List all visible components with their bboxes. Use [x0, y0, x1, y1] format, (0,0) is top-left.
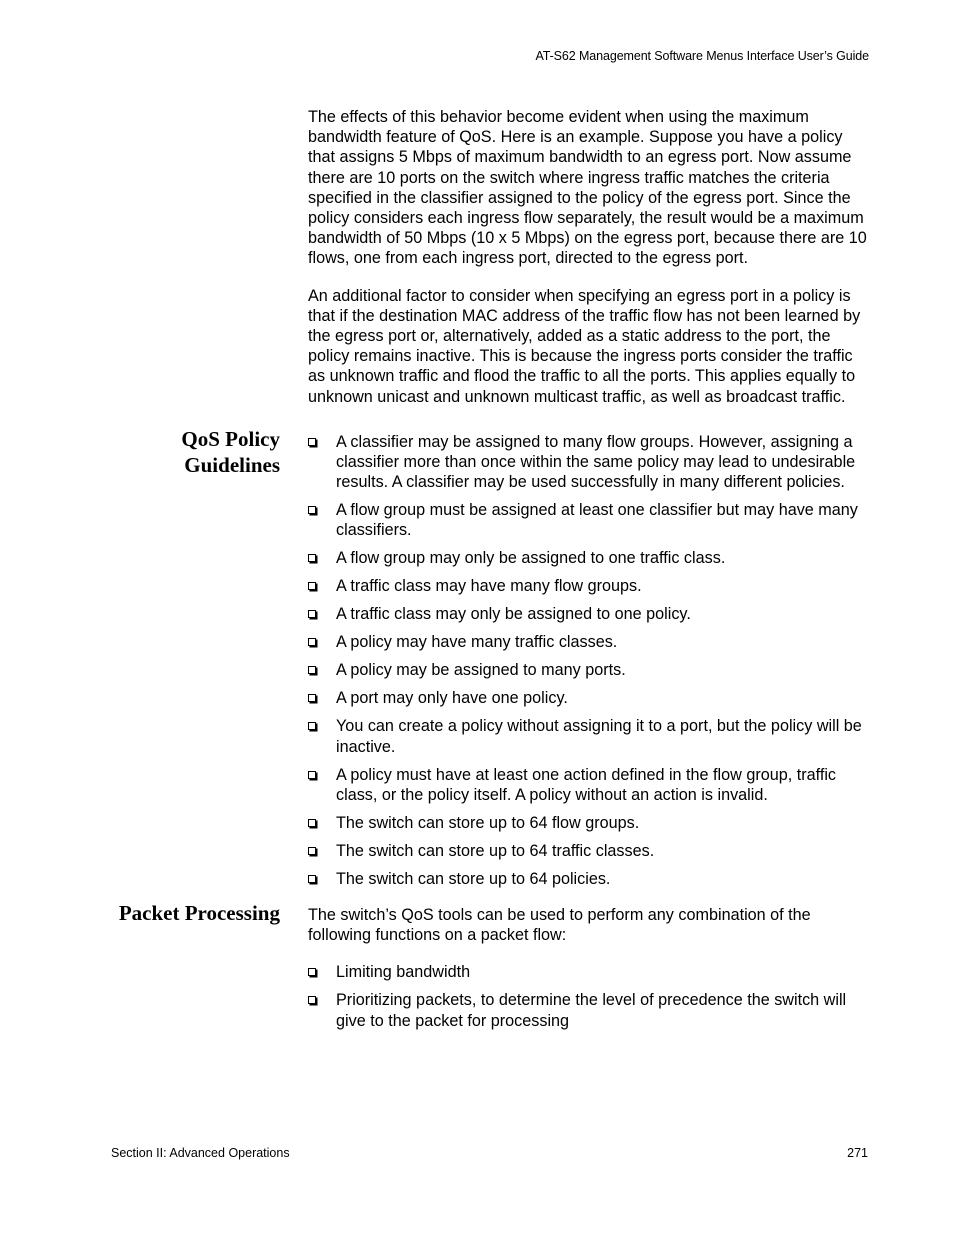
list-item: [308, 632, 870, 652]
list-item-text: The switch can store up to 64 flow groups.: [336, 813, 640, 832]
checkbox-bullet-icon: [308, 582, 316, 590]
running-header: AT-S62 Management Software Menus Interface User’s Guide: [535, 49, 869, 63]
list-item-text: A flow group must be assigned at least one classifier but may have many classifiers.: [336, 501, 858, 540]
list-item: [308, 990, 870, 1030]
packet-processing-section: [118, 901, 870, 1031]
list-item-text: Limiting bandwidth: [336, 963, 471, 982]
packet-processing-intro: The switch’s QoS tools can be used to perform any combination of the following functions on a packet flow:: [308, 906, 811, 945]
list-item-text: The switch can store up to 64 traffic classes.: [336, 841, 655, 860]
list-item: [308, 962, 870, 982]
list-item: [308, 548, 870, 568]
checkbox-bullet-icon: [308, 875, 316, 883]
checkbox-bullet-icon: [308, 694, 316, 702]
checkbox-bullet-icon: [308, 847, 316, 855]
checkbox-bullet-icon: [308, 638, 316, 646]
checkbox-bullet-icon: [308, 996, 316, 1004]
list-item: [308, 813, 870, 833]
footer-section-title: Section II: Advanced Operations: [111, 1146, 290, 1160]
guidelines-list: [308, 432, 870, 889]
list-item-text: A classifier may be assigned to many flow groups. However, assigning a classifier more than once within the same policy may lead to undesirable results. A classifier may be used successfully in many different policies.: [336, 432, 856, 492]
checkbox-bullet-icon: [308, 554, 316, 562]
list-item-text: A traffic class may only be assigned to one policy.: [336, 605, 691, 624]
list-item: [308, 576, 870, 596]
list-item-text: A policy may be assigned to many ports.: [336, 661, 626, 680]
list-item: [308, 688, 870, 708]
checkbox-bullet-icon: [308, 438, 316, 446]
intro-paragraph-2: An additional factor to consider when specifying an egress port in a policy is that if the destination MAC address of the traffic flow has not been learned by the egress port or, alternatively, added as a static address to the port, the policy remains inactive. This is because the ingress ports consider the traffic as unknown traffic and flood the traffic to all the ports. This applies equally to unknown unicast and unknown multicast traffic, as well as broadcast traffic.: [308, 286, 861, 406]
page-content: [118, 107, 870, 1039]
list-item: [308, 432, 870, 493]
list-item: [308, 716, 870, 756]
list-item: [308, 500, 870, 540]
list-item-text: A traffic class may have many flow groups.: [336, 577, 642, 596]
checkbox-bullet-icon: [308, 968, 316, 976]
list-item: [308, 869, 870, 889]
qos-policy-guidelines-heading: [60, 426, 280, 478]
list-item-text: A policy may have many traffic classes.: [336, 633, 618, 652]
list-item-text: A policy must have at least one action defined in the flow group, traffic class, or the policy itself. A policy without an action is invalid.: [336, 765, 837, 804]
heading-line: QoS Policy: [181, 426, 280, 451]
packet-processing-list: [308, 962, 870, 1030]
checkbox-bullet-icon: [308, 771, 316, 779]
checkbox-bullet-icon: [308, 722, 316, 730]
intro-paragraph-1: The effects of this behavior become evident when using the maximum bandwidth feature of QoS. Here is an example. Suppose you have a policy that assigns 5 Mbps of maximum bandwidth to an egress port. Now assume there are 10 ports on the switch where ingress traffic matches the criteria specified in the classifier assigned to the policy of the egress port. Since the policy considers each ingress flow separately, the result would be a maximum bandwidth of 50 Mbps (10 x 5 Mbps) on the egress port, because there are 10 flows, one from each ingress port, directed to the egress port.: [308, 108, 867, 268]
list-item: [308, 604, 870, 624]
checkbox-bullet-icon: [308, 610, 316, 618]
packet-processing-heading: Packet Processing: [118, 901, 280, 926]
list-item: [308, 765, 870, 805]
heading-line: Guidelines: [184, 452, 280, 477]
page-number: 271: [847, 1146, 868, 1160]
qos-policy-guidelines-section: [181, 426, 870, 889]
list-item: [308, 841, 870, 861]
list-item-text: A flow group may only be assigned to one traffic class.: [336, 549, 726, 568]
checkbox-bullet-icon: [308, 819, 316, 827]
list-item-text: A port may only have one policy.: [336, 689, 568, 708]
checkbox-bullet-icon: [308, 666, 316, 674]
checkbox-bullet-icon: [308, 506, 316, 514]
list-item-text: Prioritizing packets, to determine the level of precedence the switch will give to the packet for processing: [336, 991, 847, 1030]
list-item-text: The switch can store up to 64 policies.: [336, 869, 611, 888]
list-item: [308, 660, 870, 680]
list-item-text: You can create a policy without assigning it to a port, but the policy will be inactive.: [336, 717, 862, 756]
